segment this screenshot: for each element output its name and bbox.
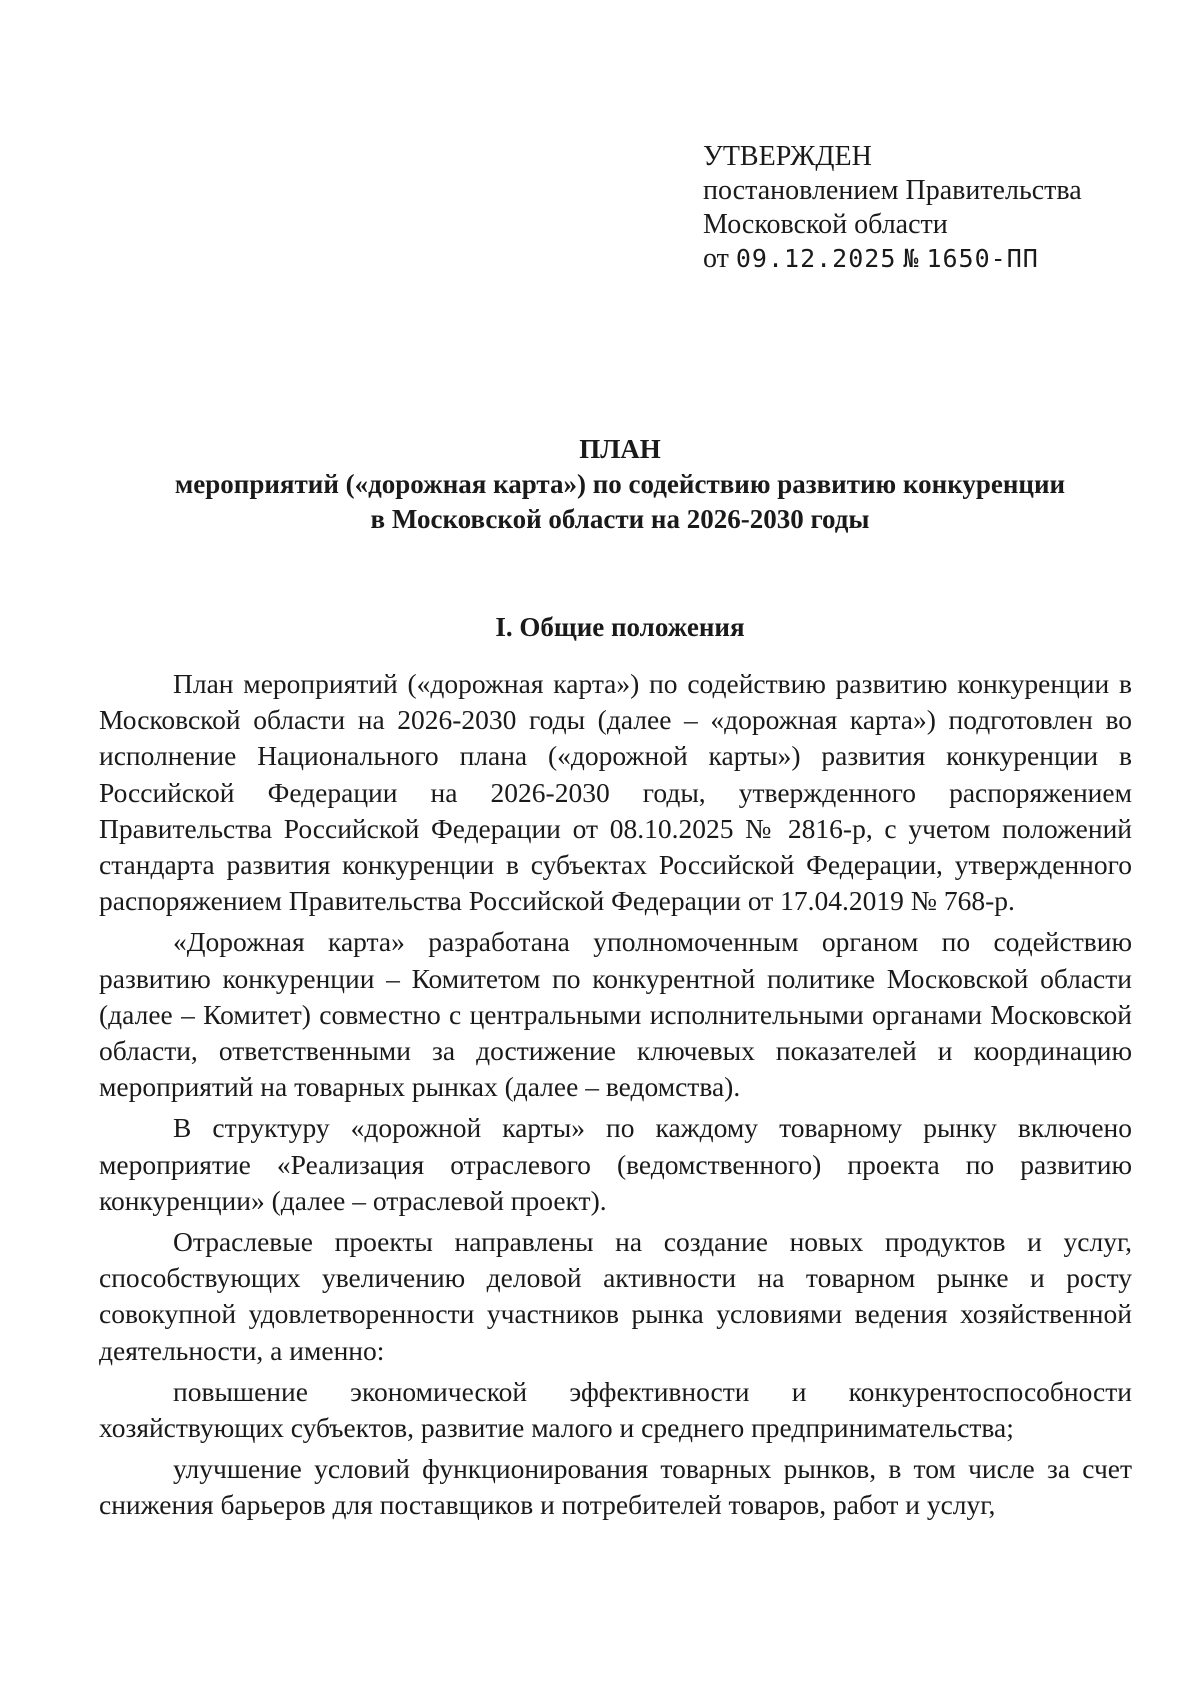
- approval-number-sign: №: [903, 244, 920, 273]
- approval-date: 09.12.2025: [735, 244, 897, 273]
- section-heading: I. Общие положения: [495, 612, 745, 642]
- approval-date-line: [703, 242, 1082, 276]
- title-line-1: мероприятий («дорожная карта») по содействию развитию конкуренции: [174, 469, 1066, 499]
- paragraph: Отраслевые проекты направлены на создание новых продуктов и услуг, способствующих увеличению деловой активности на товарном рынке и росту совокупной удовлетворенности участников рынка условиями ведения хозяйственной деятельности, а именно:: [99, 1226, 1132, 1366]
- title-heading: ПЛАН: [579, 434, 661, 464]
- paragraph: План мероприятий («дорожная карта») по содействию развитию конкуренции в Московской области на 2026-2030 годы (далее – «дорожная карта») подготовлен во исполнение Национального плана («дорожной карты») развития конкуренции в Российской Федерации на 2026-2030 годы, утвержденного распоряжением Правительства Российской Федерации от 08.10.2025 № 2816-р, с учетом положений стандарта развития конкуренции в субъектах Российской Федерации, утвержденного распоряжением Правительства Российской Федерации от 17.04.2019 № 768-р.: [99, 668, 1132, 917]
- paragraph: В структуру «дорожной карты» по каждому товарному рынку включено мероприятие «Реализация отраслевого (ведомственного) проекта по развитию конкуренции» (далее – отраслевой проект).: [99, 1112, 1132, 1216]
- paragraph: улучшение условий функционирования товарных рынков, в том числе за счет снижения барьеров для поставщиков и потребителей товаров, работ и услуг,: [99, 1453, 1132, 1521]
- title-line-2: в Московской области на 2026-2030 годы: [370, 504, 870, 534]
- approval-date-prefix: от: [703, 243, 729, 274]
- approval-block: [703, 140, 1082, 276]
- paragraph: повышение экономической эффективности и конкурентоспособности хозяйствующих субъектов, развитие малого и среднего предпринимательства;: [99, 1375, 1132, 1444]
- document-body: [99, 666, 1132, 1529]
- approval-number: 1650-ПП: [926, 244, 1039, 273]
- approval-line-2: Московской области: [703, 209, 948, 240]
- document-title: [100, 432, 1140, 537]
- approval-status: УТВЕРЖДЕН: [703, 141, 872, 172]
- approval-line-1: постановлением Правительства: [703, 175, 1082, 206]
- paragraph: «Дорожная карта» разработана уполномоченным органом по содействию развитию конкуренции – Комитетом по конкурентной политике Московской области (далее – Комитет) совместно с центральными исполнительными органами Московской области, ответственными за достижение ключевых показателей и координацию мероприятий на товарных рынках (далее – ведомства).: [99, 926, 1132, 1103]
